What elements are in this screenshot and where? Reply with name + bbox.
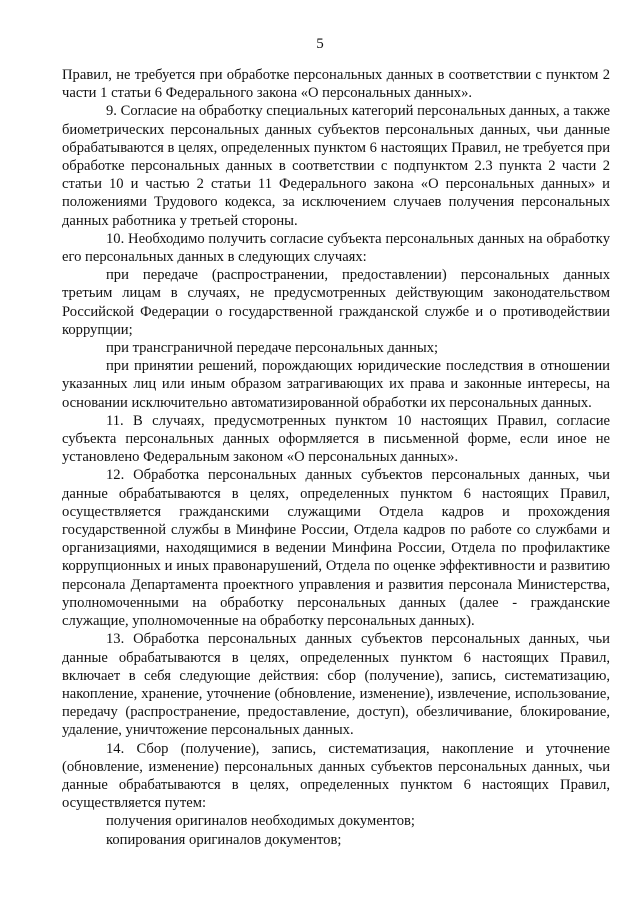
paragraph-14-item-originals: получения оригиналов необходимых документов; <box>106 813 415 830</box>
page-number: 5 <box>316 36 324 52</box>
paragraph-14: 14. Сбор (получение), запись, систематизация, накопление и уточнение (обновление, изменение) персональных данных субъектов персональных данных, чьи данные обрабатываются в целях, определенных пунктом 6 настоящих Правил, осуществляется путем: <box>62 740 610 812</box>
paragraph-14-item-copies: копирования оригиналов документов; <box>106 831 342 848</box>
paragraph-10-item-transfer: при передаче (распространении, предоставлении) персональных данных третьим лицам в случаях, не предусмотренных действующим законодательством Российской Федерации о государственной гражданской службе и о противодействии коррупции; <box>62 267 610 338</box>
paragraph-continuation: Правил, не требуется при обработке персональных данных в соответствии с пунктом 2 части 1 статьи 6 Федерального закона «О персональных данных». <box>62 67 610 102</box>
paragraph-10: 10. Необходимо получить согласие субъекта персональных данных на обработку его персональных данных в следующих случаях: <box>62 230 610 266</box>
paragraph-12: 12. Обработка персональных данных субъектов персональных данных, чьи данные обрабатываются в целях, определенных пунктом 6 настоящих Правил, осуществляется гражданскими служащими Отдела кадров и прохождения государственной службы в Минфине России, Отдела кадров по работе со службами и организациями, находящимися в ведении Минфина России, Отдела по профилактике коррупционных и иных правонарушений, Отдела по оценке эффективности и развитию персонала Департамента проектного управления и развития персонала Министерства, уполномоченными на обработку персональных данных (далее - гражданские служащие, уполномоченные на обработку персональных данных). <box>62 467 610 630</box>
paragraph-9: 9. Согласие на обработку специальных категорий персональных данных, а также биометрических персональных данных субъектов персональных данных, чьи данные обрабатываются в целях, определенных пунктом 6 настоящих Правил, не требуется при обработке персональных данных в соответствии с подпунктом 2.3 пункта 2 части 2 статьи 10 и частью 2 статьи 11 Федерального закона «О персональных данных» и положениями Трудового кодекса, за исключением случаев получения персональных данных работника у третьей стороны. <box>62 103 610 229</box>
paragraph-11: 11. В случаях, предусмотренных пунктом 10 настоящих Правил, согласие субъекта персональных данных оформляется в письменной форме, если иное не установлено Федеральным законом «О персональных данных». <box>62 412 610 466</box>
paragraph-10-item-cross-border: при трансграничной передаче персональных данных; <box>106 340 439 357</box>
document-body <box>62 66 610 849</box>
paragraph-10-item-decisions: при принятии решений, порождающих юридические последствия в отношении указанных лиц или иным образом затрагивающих их права и законные интересы, на основании исключительно автоматизированной обработки их персональных данных. <box>62 358 610 411</box>
paragraph-13: 13. Обработка персональных данных субъектов персональных данных, чьи данные обрабатываются в целях, определенных пунктом 6 настоящих Правил, включает в себя следующие действия: сбор (получение), запись, систематизацию, накопление, хранение, уточнение (обновление, изменение), извлечение, использование, передачу (распространение, предоставление, доступ), обезличивание, блокирование, удаление, уничтожение персональных данных. <box>62 631 610 739</box>
